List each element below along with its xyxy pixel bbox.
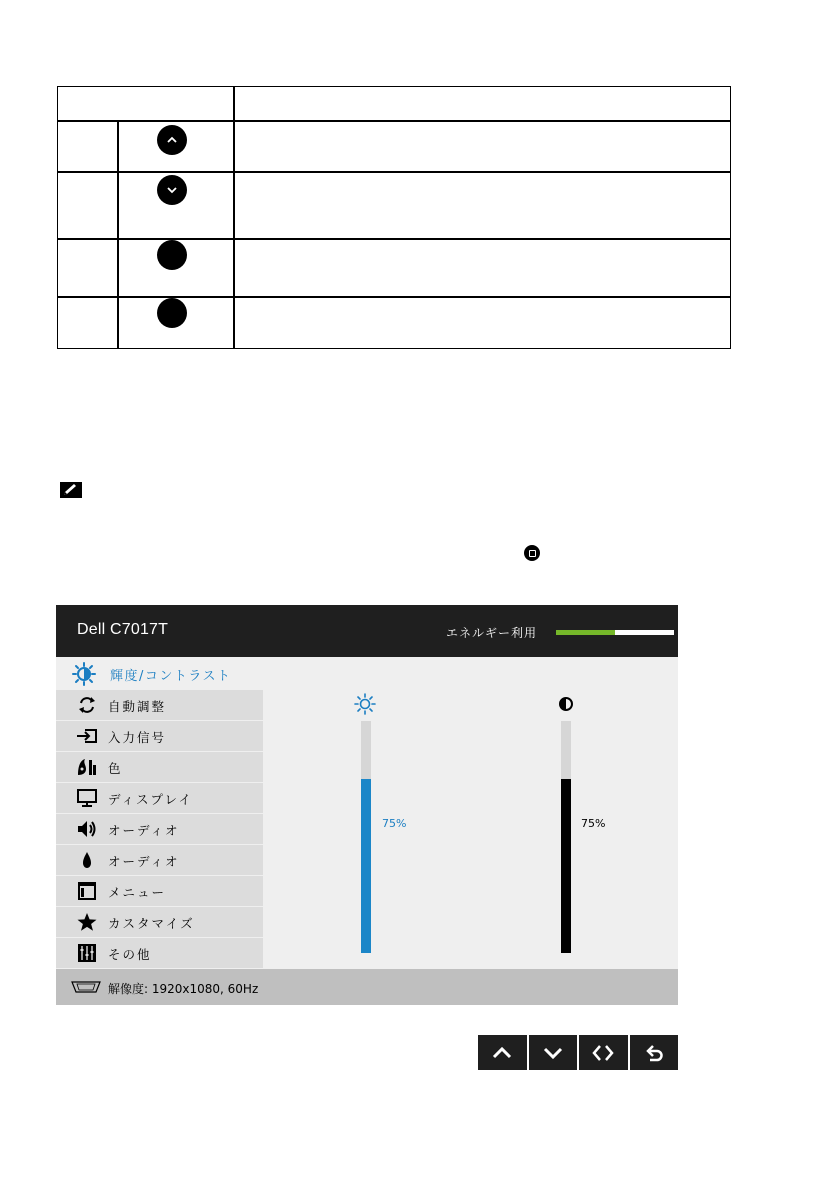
vga-connector-icon bbox=[69, 980, 103, 994]
menu-item-label: 輝度/コントラスト bbox=[110, 669, 232, 684]
table-column-divider bbox=[117, 121, 119, 348]
osd-menu-list bbox=[56, 690, 263, 969]
menu-item-label: オーディオ bbox=[108, 823, 180, 838]
nav-select-button[interactable] bbox=[579, 1035, 628, 1070]
menu-item-label: オーディオ bbox=[108, 854, 180, 869]
energy-use-bar bbox=[556, 630, 674, 635]
energy-icon bbox=[76, 850, 98, 870]
nav-down-button[interactable] bbox=[529, 1035, 578, 1070]
menu-item-audio[interactable] bbox=[56, 814, 263, 845]
menu-item-input-source[interactable] bbox=[56, 721, 263, 752]
contrast-slider-fill bbox=[561, 779, 571, 953]
sun-icon bbox=[354, 693, 376, 715]
down-arrow-icon bbox=[542, 1044, 564, 1062]
contrast-icon bbox=[555, 693, 577, 715]
osd-header bbox=[56, 605, 678, 657]
menu-item-label: メニュー bbox=[108, 885, 167, 900]
ok-button-icon bbox=[157, 240, 187, 270]
star-icon bbox=[76, 912, 98, 932]
resolution-text: 解像度: 1920x1080, 60Hz bbox=[108, 982, 259, 996]
other-icon bbox=[76, 943, 98, 963]
exit-button-icon bbox=[157, 298, 187, 328]
menu-item-auto-adjust[interactable] bbox=[56, 690, 263, 721]
nav-back-button[interactable] bbox=[630, 1035, 679, 1070]
table-divider bbox=[58, 171, 730, 173]
down-button-icon bbox=[157, 175, 187, 205]
menu-item-others[interactable] bbox=[56, 938, 263, 969]
up-arrow-icon bbox=[491, 1044, 513, 1062]
menu-item-menu[interactable] bbox=[56, 876, 263, 907]
table-divider bbox=[58, 296, 730, 298]
menu-item-display[interactable] bbox=[56, 783, 263, 814]
osd-status-bar bbox=[56, 969, 678, 1005]
osd-window bbox=[56, 605, 678, 1005]
menu-item-customize[interactable] bbox=[56, 907, 263, 938]
auto-adjust-icon bbox=[76, 695, 98, 715]
energy-use-label: エネルギー利用 bbox=[446, 626, 538, 640]
menu-item-label: カスタマイズ bbox=[108, 916, 195, 931]
back-icon bbox=[643, 1044, 665, 1062]
menu-item-energy[interactable] bbox=[56, 845, 263, 876]
input-source-icon bbox=[76, 726, 98, 746]
note-pencil-icon bbox=[59, 481, 83, 499]
table-column-divider bbox=[233, 87, 235, 348]
table-divider bbox=[58, 120, 730, 122]
menu-icon bbox=[76, 881, 98, 901]
menu-item-label: ディスプレイ bbox=[108, 792, 193, 807]
menu-item-label: 入力信号 bbox=[108, 730, 167, 745]
brightness-slider[interactable] bbox=[361, 721, 371, 953]
left-right-icon bbox=[592, 1044, 614, 1062]
energy-use-fill bbox=[556, 630, 615, 635]
osd-navigation-buttons bbox=[478, 1035, 678, 1070]
menu-item-label: 自動調整 bbox=[108, 699, 167, 714]
nav-up-button[interactable] bbox=[478, 1035, 527, 1070]
menu-item-label: 色 bbox=[108, 761, 123, 776]
brightness-slider-fill bbox=[361, 779, 371, 953]
brightness-value: 75% bbox=[382, 817, 407, 830]
brightness-contrast-icon bbox=[70, 661, 98, 687]
color-icon bbox=[76, 757, 98, 777]
monitor-model: Dell C7017T bbox=[77, 621, 169, 638]
contrast-slider[interactable] bbox=[561, 721, 571, 953]
up-button-icon bbox=[157, 125, 187, 155]
menu-button-icon bbox=[524, 545, 540, 561]
audio-icon bbox=[76, 819, 98, 839]
contrast-value: 75% bbox=[581, 817, 606, 830]
menu-item-brightness-contrast[interactable] bbox=[56, 657, 678, 690]
menu-item-color[interactable] bbox=[56, 752, 263, 783]
display-icon bbox=[76, 788, 98, 808]
menu-item-label: その他 bbox=[108, 947, 152, 962]
button-function-table bbox=[57, 86, 731, 349]
table-divider bbox=[58, 238, 730, 240]
